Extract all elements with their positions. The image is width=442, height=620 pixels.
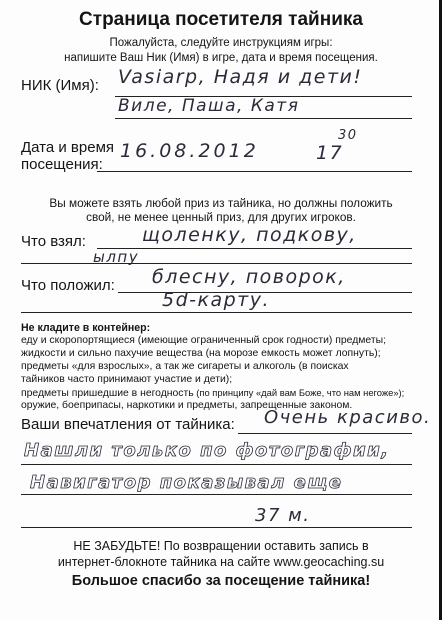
warning-line-4: тайников часто принимают участие и дети); (21, 374, 233, 385)
visit-label-2: посещения: (21, 156, 103, 173)
visit-label-1: Дата и время (21, 139, 115, 156)
warning-line-2: жидкости и сильно пахучие вещества (на морозе емкость может лопнуть); (21, 348, 381, 359)
footer-line-2: интернет-блокноте тайника на сайте www.geocaching.su (57, 555, 385, 569)
nick-handwriting-1: Vasiarp, Надя и дети! (118, 66, 363, 88)
took-label: Что взял: (21, 233, 86, 250)
prize-note-line-1: Вы можете взять любой приз из тайника, но должны положить (49, 196, 393, 210)
warning-line-5-aside: (по принципу «дай вам Боже, что нам негоже»); (193, 387, 405, 398)
took-line-2 (21, 263, 412, 264)
visit-time-minutes: 30 (338, 128, 358, 143)
nick-handwriting-2: Виле, Паша, Катя (118, 96, 300, 116)
footer-line-1: НЕ ЗАБУДЬТЕ! По возвращении оставить запись в (73, 539, 369, 553)
warning-line-6: оружие, боеприпасы, наркотики и предметы, запрещенные законом. (21, 400, 353, 411)
put-label: Что положил: (21, 277, 115, 294)
impressions-line-1 (238, 433, 412, 434)
prize-note-line-2: свой, не менее ценный приз, для других игроков. (86, 210, 356, 224)
warning-line-3: предметы «для взрослых», а так же сигареты и алкоголь (в поисках (21, 361, 349, 372)
impressions-label: Ваши впечатления от тайника: (21, 416, 235, 433)
warning-line-5 (21, 387, 404, 399)
impressions-handwriting-4: 37 м. (255, 505, 311, 526)
impressions-line-3 (21, 494, 412, 495)
put-line-2 (21, 312, 412, 313)
footer-thanks: Большое спасибо за посещение тайника! (71, 573, 371, 589)
visit-line (97, 171, 412, 172)
impressions-handwriting-2: Нашли только по фотографии, (24, 440, 390, 461)
nick-line-2 (115, 118, 412, 119)
impressions-handwriting-1: Очень красиво. (264, 407, 432, 428)
visit-date: 16.08.2012 (120, 140, 259, 162)
intro-line-1: Пожалуйста, следуйте инструкциям игры: (109, 37, 333, 49)
put-handwriting-1: блесну, поворок, (152, 266, 346, 288)
took-handwriting-1: щоленку, подкову, (142, 224, 357, 246)
took-handwriting-2: ылпу (93, 248, 140, 266)
page-title: Страница посетителя тайника (79, 9, 363, 30)
intro-line-2: напишите Ваш Ник (Имя) в игре, дата и время посещения. (64, 52, 378, 64)
impressions-line-2 (21, 464, 412, 465)
put-handwriting-2: 5d-карту. (162, 289, 271, 311)
impressions-line-4 (21, 527, 412, 528)
warning-line-5-main: предметы пришедшие в негодность (21, 388, 194, 399)
nick-label: НИК (Имя): (21, 77, 99, 94)
impressions-handwriting-3: Навигатор показывал еще (30, 472, 343, 493)
took-line-1 (97, 248, 412, 249)
warning-line-1: еду и скоропортящиеся (имеющие ограниченный срок годности) предметы; (21, 335, 386, 346)
warning-heading: Не кладите в контейнер: (21, 322, 151, 334)
visit-time-hour: 17 (316, 142, 344, 164)
